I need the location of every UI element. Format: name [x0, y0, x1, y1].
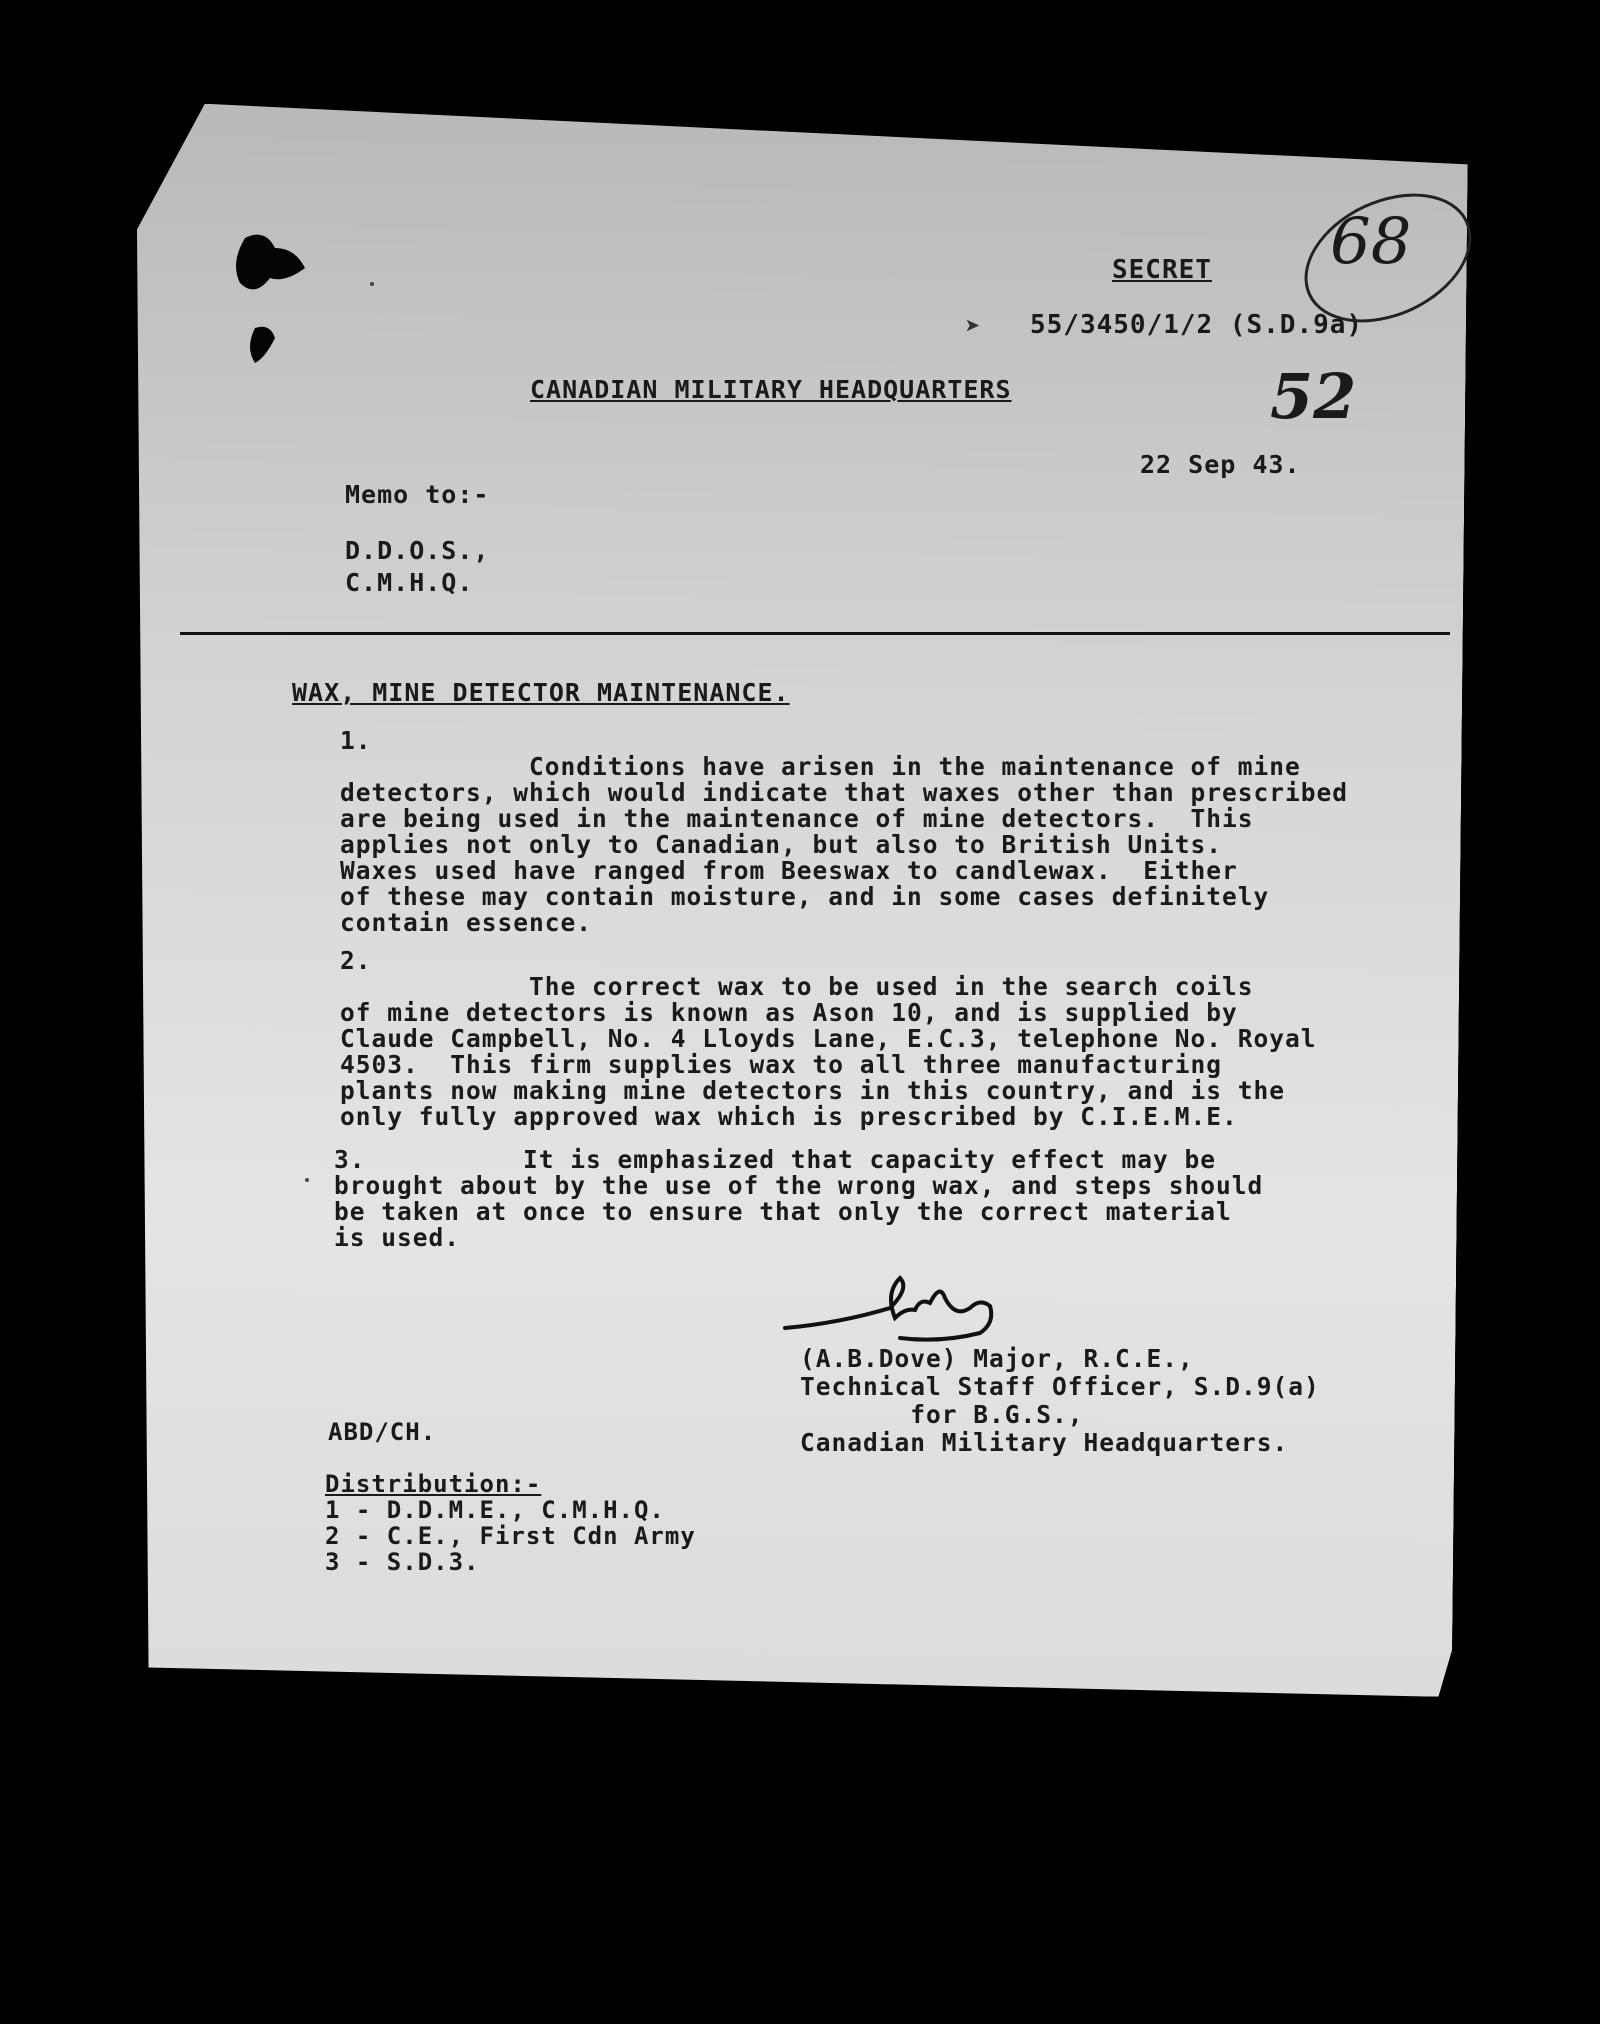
divider-rule [180, 632, 1450, 635]
memo-date: 22 Sep 43. [1140, 450, 1301, 479]
paragraph-2: 2. The correct wax to be used in the search coils of mine detectors is known as Ason 10, and is supplied by Claude Campbell, No. 4 Lloyds Lane, E.C.3, telephone No. Royal 4503. This firm supplies wax to all three manufacturing plants now making mine detectors in this country, and is the only fully approved wax which is prescribed by C.I.E.M.E. [340, 946, 1317, 1131]
dust-speck [305, 1178, 309, 1182]
folio-number: 68 [1330, 205, 1412, 279]
handwritten-signature [780, 1268, 1050, 1348]
file-reference: 55/3450/1/2 (S.D.9a) [1030, 310, 1364, 340]
folio-number-secondary: 52 [1270, 360, 1357, 433]
distribution-list: 1 - D.D.M.E., C.M.H.Q. 2 - C.E., First Cdn Army 3 - S.D.3. [325, 1496, 696, 1576]
reference-initials: ABD/CH. [328, 1418, 437, 1446]
signature-block: (A.B.Dove) Major, R.C.E., Technical Staff Officer, S.D.9(a) for B.G.S., Canadian Military Headquarters. [800, 1344, 1320, 1457]
memo-label: Memo to:- [345, 480, 490, 509]
classification-label: SECRET [1112, 255, 1212, 285]
subject-heading: WAX, MINE DETECTOR MAINTENANCE. [292, 678, 790, 707]
organization-heading: CANADIAN MILITARY HEADQUARTERS [530, 375, 1012, 404]
memo-recipient: D.D.O.S., C.M.H.Q. [345, 536, 490, 597]
paragraph-3: 3. It is emphasized that capacity effect may be brought about by the use of the wrong wax, and steps should be taken at once to ensure that only the correct material is used. [334, 1145, 1264, 1252]
paragraph-1: 1. Conditions have arisen in the maintenance of mine detectors, which would indicate that waxes other than prescribed are being used in the maintenance of mine detectors. This applies not only to Canadian, but also to British Units. Waxes used have ranged from Beeswax to candlewax. Either of these may contain moisture, and in some cases definitely contain essence. [340, 726, 1349, 937]
distribution-title: Distribution:- [325, 1470, 542, 1498]
dust-speck [370, 282, 374, 286]
ink-blot [225, 228, 315, 368]
arrow-icon: ➤ [965, 312, 981, 342]
